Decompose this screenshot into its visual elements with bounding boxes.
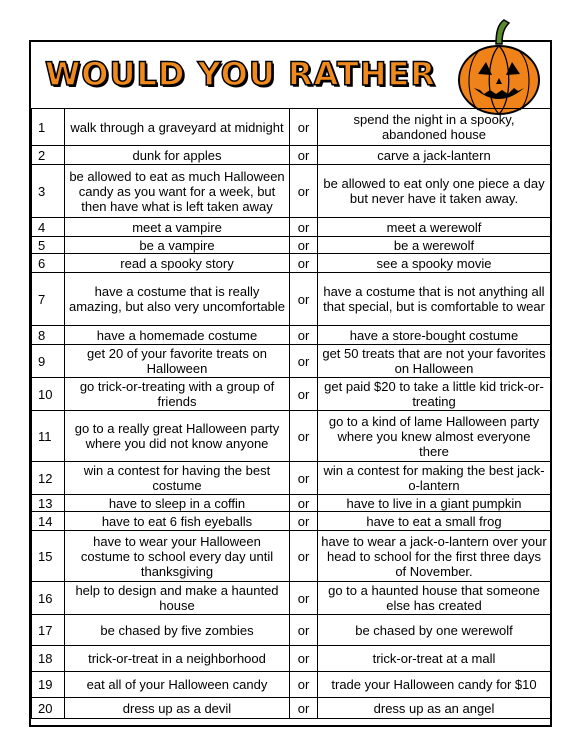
- row-number: 19: [32, 672, 65, 698]
- row-number: 3: [32, 165, 65, 218]
- option-b: see a spooky movie: [318, 254, 551, 273]
- row-number: 7: [32, 273, 65, 326]
- page-title: WOULD YOU RATHER: [45, 55, 436, 93]
- or-label: or: [290, 326, 318, 345]
- choices-table: [31, 108, 551, 719]
- option-b: trade your Halloween candy for $10: [318, 672, 551, 698]
- option-a: dunk for apples: [65, 146, 290, 165]
- row-number: 11: [32, 411, 65, 462]
- option-a: get 20 of your favorite treats on Halloween: [65, 345, 290, 378]
- row-number: 6: [32, 254, 65, 273]
- option-a: have to sleep in a coffin: [65, 495, 290, 512]
- row-number: 5: [32, 237, 65, 254]
- jack-o-lantern-icon: [456, 18, 542, 118]
- option-b: get paid $20 to take a little kid trick-or-treating: [318, 378, 551, 411]
- row-number: 4: [32, 218, 65, 237]
- table-row: [32, 237, 551, 254]
- or-label: or: [290, 218, 318, 237]
- or-label: or: [290, 672, 318, 698]
- or-label: or: [290, 615, 318, 646]
- or-label: or: [290, 411, 318, 462]
- row-number: 15: [32, 531, 65, 582]
- row-number: 2: [32, 146, 65, 165]
- row-number: 8: [32, 326, 65, 345]
- or-label: or: [290, 462, 318, 495]
- option-b: have to wear a jack-o-lantern over your head to school for the first three days of November.: [318, 531, 551, 582]
- or-label: or: [290, 345, 318, 378]
- option-a: have a costume that is really amazing, but also very uncomfortable: [65, 273, 290, 326]
- option-b: trick-or-treat at a mall: [318, 646, 551, 672]
- option-b: have to live in a giant pumpkin: [318, 495, 551, 512]
- option-b: go to a kind of lame Halloween party where you knew almost everyone there: [318, 411, 551, 462]
- row-number: 12: [32, 462, 65, 495]
- or-label: or: [290, 646, 318, 672]
- table-row: [32, 165, 551, 218]
- table-row: [32, 273, 551, 326]
- option-a: walk through a graveyard at midnight: [65, 109, 290, 146]
- row-number: 16: [32, 582, 65, 615]
- row-number: 9: [32, 345, 65, 378]
- table-row: [32, 495, 551, 512]
- or-label: or: [290, 531, 318, 582]
- option-b: have to eat a small frog: [318, 512, 551, 531]
- option-a: go trick-or-treating with a group of friends: [65, 378, 290, 411]
- option-a: read a spooky story: [65, 254, 290, 273]
- option-a: be chased by five zombies: [65, 615, 290, 646]
- option-b: have a store-bought costume: [318, 326, 551, 345]
- table-row: [32, 512, 551, 531]
- option-b: be allowed to eat only one piece a day but never have it taken away.: [318, 165, 551, 218]
- table-row: [32, 672, 551, 698]
- option-b: carve a jack-lantern: [318, 146, 551, 165]
- option-a: dress up as a devil: [65, 698, 290, 719]
- option-b: dress up as an angel: [318, 698, 551, 719]
- table-row: [32, 698, 551, 719]
- option-a: have to wear your Halloween costume to school every day until thanksgiving: [65, 531, 290, 582]
- table-row: [32, 109, 551, 146]
- option-b: spend the night in a spooky, abandoned house: [318, 109, 551, 146]
- option-a: trick-or-treat in a neighborhood: [65, 646, 290, 672]
- table-row: [32, 345, 551, 378]
- or-label: or: [290, 254, 318, 273]
- option-b: go to a haunted house that someone else has created: [318, 582, 551, 615]
- row-number: 14: [32, 512, 65, 531]
- table-row: [32, 254, 551, 273]
- row-number: 13: [32, 495, 65, 512]
- or-label: or: [290, 495, 318, 512]
- or-label: or: [290, 698, 318, 719]
- option-b: be a werewolf: [318, 237, 551, 254]
- table-row: [32, 218, 551, 237]
- table-row: [32, 378, 551, 411]
- table-row: [32, 411, 551, 462]
- option-a: have a homemade costume: [65, 326, 290, 345]
- table-row: [32, 462, 551, 495]
- or-label: or: [290, 109, 318, 146]
- row-number: 1: [32, 109, 65, 146]
- worksheet: [29, 40, 552, 727]
- or-label: or: [290, 378, 318, 411]
- option-a: have to eat 6 fish eyeballs: [65, 512, 290, 531]
- or-label: or: [290, 165, 318, 218]
- option-a: eat all of your Halloween candy: [65, 672, 290, 698]
- option-a: be allowed to eat as much Halloween candy as you want for a week, but then have what is left taken away: [65, 165, 290, 218]
- option-a: go to a really great Halloween party where you did not know anyone: [65, 411, 290, 462]
- option-b: have a costume that is not anything all that special, but is comfortable to wear: [318, 273, 551, 326]
- option-a: meet a vampire: [65, 218, 290, 237]
- option-b: get 50 treats that are not your favorites on Halloween: [318, 345, 551, 378]
- table-row: [32, 146, 551, 165]
- or-label: or: [290, 146, 318, 165]
- table-row: [32, 646, 551, 672]
- table-row: [32, 582, 551, 615]
- table-row: [32, 326, 551, 345]
- or-label: or: [290, 273, 318, 326]
- option-b: be chased by one werewolf: [318, 615, 551, 646]
- row-number: 17: [32, 615, 65, 646]
- or-label: or: [290, 582, 318, 615]
- row-number: 18: [32, 646, 65, 672]
- option-a: be a vampire: [65, 237, 290, 254]
- option-b: meet a werewolf: [318, 218, 551, 237]
- or-label: or: [290, 512, 318, 531]
- option-a: help to design and make a haunted house: [65, 582, 290, 615]
- header: [31, 42, 550, 108]
- option-a: win a contest for having the best costume: [65, 462, 290, 495]
- option-b: win a contest for making the best jack-o-lantern: [318, 462, 551, 495]
- table-row: [32, 531, 551, 582]
- row-number: 20: [32, 698, 65, 719]
- row-number: 10: [32, 378, 65, 411]
- table-row: [32, 615, 551, 646]
- or-label: or: [290, 237, 318, 254]
